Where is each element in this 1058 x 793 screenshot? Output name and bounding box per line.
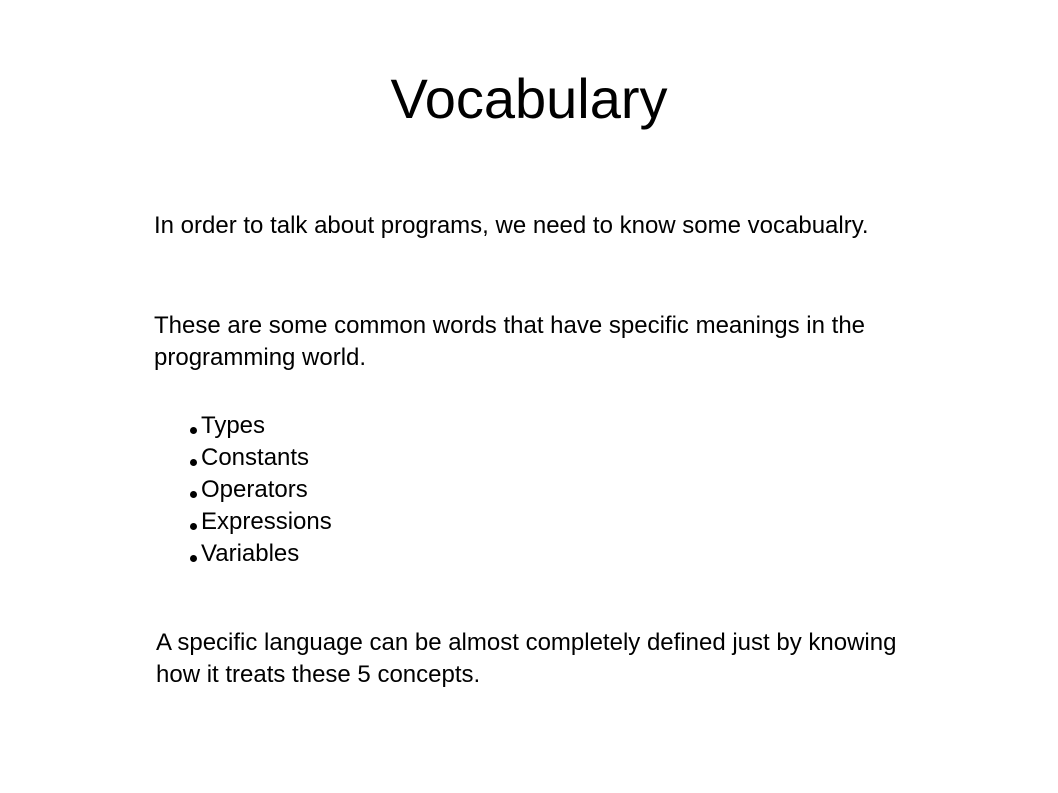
bullet-icon (190, 491, 197, 498)
list-item (190, 506, 332, 538)
intro-paragraph: In order to talk about programs, we need to know some vocabualry. (154, 212, 869, 239)
list-item-label: Expressions (201, 508, 332, 535)
context-paragraph: These are some common words that have specific meanings in the programming world. (154, 312, 866, 371)
list-item (190, 474, 332, 506)
list-item-label: Variables (201, 540, 300, 567)
list-item (190, 410, 332, 442)
bullet-icon (190, 459, 197, 466)
list-item (190, 442, 332, 474)
list-item (190, 538, 332, 570)
vocabulary-list (190, 410, 332, 570)
slide-title: Vocabulary (390, 67, 668, 130)
closing-paragraph: A specific language can be almost completely defined just by knowing how it treats these 5 concepts. (156, 629, 897, 688)
bullet-icon (190, 555, 197, 562)
list-item-label: Operators (201, 476, 308, 503)
bullet-icon (190, 427, 197, 434)
bullet-icon (190, 523, 197, 530)
list-item-label: Types (201, 412, 266, 439)
list-item-label: Constants (201, 444, 310, 471)
